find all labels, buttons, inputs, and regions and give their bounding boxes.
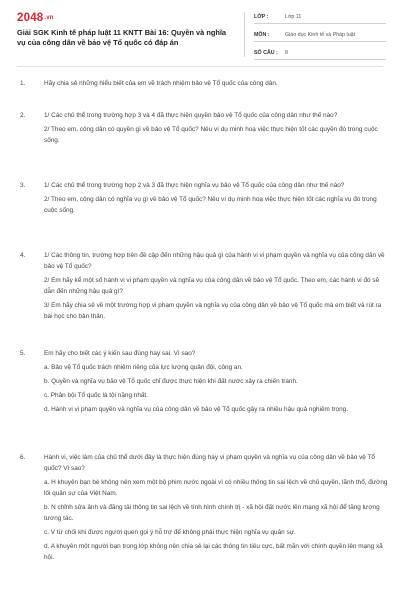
question-part: 1/ Các chủ thể trong trường hợp 3 và 4 đã thực hiện quyền bảo vệ Tổ quốc của công dân như thế nào? xyxy=(44,112,338,119)
question-part: 2/ Theo em, công dân có quyền gì về bảo vệ Tổ quốc? Nêu ví dụ minh hoạ việc thực hiện tốt các quyền đó trong cuộc sống. xyxy=(44,126,378,144)
case-c: c. V từ chối khi được người quen gọi ý hỗ trợ để không phải thực hiện nghĩa vụ quân sự. xyxy=(44,529,296,536)
logo-text: 2048 xyxy=(17,12,44,24)
question-1 xyxy=(17,78,389,92)
question-text: Hãy chia sẻ những hiểu biết của em về trách nhiệm bảo vệ Tổ quốc của công dân. xyxy=(44,80,278,87)
question-number: 6. xyxy=(20,454,26,461)
question-2 xyxy=(17,110,389,149)
logo-tld: .vn xyxy=(44,14,54,21)
meta-row-subject xyxy=(254,31,386,42)
meta-label: MÔN : xyxy=(254,32,270,38)
meta-value: 8 xyxy=(285,50,288,56)
question-body xyxy=(44,78,389,89)
meta-row-count xyxy=(254,49,386,60)
question-number: 1. xyxy=(20,80,26,87)
statement-a: a. Bảo vệ Tổ quốc trách nhiệm riêng của lực lượng quân đội, công an. xyxy=(44,364,243,371)
question-part: 2/ Theo em, công dân có nghĩa vụ gì về bảo vệ Tổ quốc? Nêu ví dụ minh hoạ việc thực hiện tốt các nghĩa vụ đó trong cuộc sống. xyxy=(44,196,377,214)
question-body xyxy=(44,250,389,322)
question-part: 3/ Em hãy chia sẻ về một trường hợp vi phạm quyền và nghĩa vụ của công dân về bảo vệ Tổ quốc mà em biết và rút ra bài học cho bản thân. xyxy=(44,302,382,320)
question-3 xyxy=(17,180,389,219)
meta-value: Lớp 11 xyxy=(285,14,302,20)
question-number: 4. xyxy=(20,252,26,259)
question-body xyxy=(44,452,389,563)
question-body xyxy=(44,180,389,216)
question-body xyxy=(44,348,389,415)
question-5 xyxy=(17,348,389,418)
header-divider xyxy=(244,12,245,57)
question-number: 5. xyxy=(20,350,26,357)
case-a: a. H khuyên bạn bè không nên xem một bộ phim nước ngoài vì có nhiều thông tin sai lệch về chủ quyền, lãnh thổ, đường lối quân sự của Việt Nam. xyxy=(44,479,388,497)
question-number: 2. xyxy=(20,112,26,119)
question-body xyxy=(44,110,389,146)
question-text: Hành vi, việc làm của chủ thể dưới đây là thực hiện đúng hay vi phạm quyền và nghĩa vụ của công dân về bảo vệ Tổ quốc? Vì sao? xyxy=(44,454,375,472)
meta-label: LỚP : xyxy=(254,14,269,20)
question-part: 1/ Các chủ thể trong trường hợp 2 và 3 đã thực hiện nghĩa vụ bảo vệ Tổ quốc của công dân như thế nào? xyxy=(44,182,345,189)
question-text: Em hãy cho biết các ý kiến sau đúng hay sai. Vì sao? xyxy=(44,350,196,357)
meta-label: SỐ CÂU : xyxy=(254,50,278,56)
header-rule xyxy=(17,66,383,67)
statement-d: d. Hành vi vi phạm quyền và nghĩa vụ của công dân về bảo vệ Tổ quốc gây ra nhiều hậu quả nghiêm trọng. xyxy=(44,406,348,413)
question-number: 3. xyxy=(20,182,26,189)
case-b: b. N chỉnh sửa ảnh và đăng tải thông tin sai lệch về tình hình chính trị - xã hội đất nước lên mạng xã hội để tăng lượng tương tác. xyxy=(44,504,380,522)
statement-c: c. Phản bội Tổ quốc là tội nặng nhất. xyxy=(44,392,148,399)
meta-row-grade xyxy=(254,13,386,24)
site-logo[interactable] xyxy=(17,12,54,24)
document-title: Giải SGK Kinh tế pháp luật 11 KNTT Bài 16: Quyền và nghĩa vụ của công dân về bảo vệ Tổ quốc có đáp án xyxy=(17,28,227,47)
question-part: 2/ Em hãy kể một số hành vi vi phạm quyền và nghĩa vụ của công dân về bảo vệ Tổ quốc. Theo em, các hành vi đó sẽ dẫn đến những hậu quả gì? xyxy=(44,277,380,295)
meta-value: Giáo dục Kinh tế và Pháp luật xyxy=(285,32,356,38)
page-header xyxy=(0,0,400,60)
question-6 xyxy=(17,452,389,566)
statement-b: b. Quyền và nghĩa vụ bảo vệ Tổ quốc chỉ được thực hiện khi đất nước xảy ra chiến tranh. xyxy=(44,378,298,385)
question-4 xyxy=(17,250,389,325)
case-d: d. A khuyên một người bạn trong lớp không nên chia sẻ lại các thông tin tiêu cực, bất mãn với chính quyền lên mạng xã hội. xyxy=(44,543,383,561)
document-meta xyxy=(254,13,386,67)
question-part: 1/ Các thông tin, trường hợp trên đề cập đến những hậu quả gì của hành vi vi phạm quyền và nghĩa vụ của công dân về bảo vệ Tổ quốc? xyxy=(44,252,385,270)
